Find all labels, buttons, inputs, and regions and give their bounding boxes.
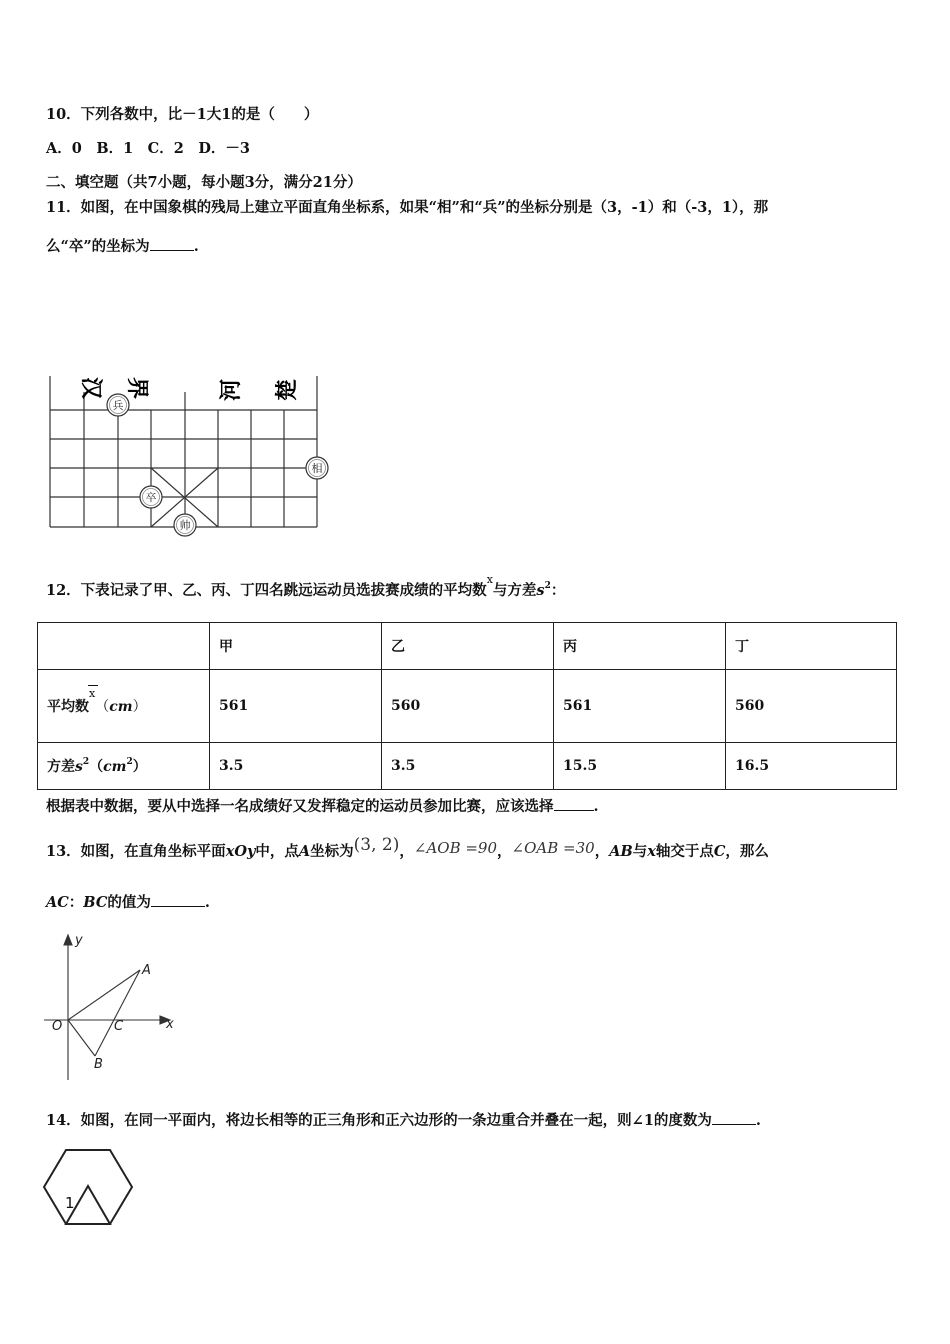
q12-text — [46, 573, 566, 600]
table-cell: 560 — [382, 670, 554, 743]
q14-text — [46, 1109, 761, 1130]
table-header: 乙 — [382, 623, 554, 670]
variance-unit-cm: cm — [103, 759, 127, 775]
q12-after — [46, 795, 599, 816]
s-sup: 2 — [544, 581, 551, 591]
q13-colon: ： — [68, 894, 84, 911]
angle-label-1: 1 — [65, 1194, 75, 1212]
q13-x: x — [647, 843, 656, 860]
x-bar-symbol: x — [486, 573, 493, 586]
q13-p3: 坐标为 — [310, 843, 354, 860]
mean-label: 平均数 — [47, 699, 89, 715]
scores-table — [37, 622, 897, 790]
q14-question: 14．如图，在同一平面内，将边长相等的正三角形和正六边形的一条边重合并叠在一起，则∠1的度数为 — [46, 1112, 712, 1129]
mean-unit — [95, 699, 146, 715]
cm-sup: 2 — [126, 757, 133, 767]
q10-question: 10．下列各数中，比－1大1的是（ ） — [46, 106, 319, 123]
piece-bing: 兵 — [112, 399, 124, 412]
label-o: O — [52, 1019, 63, 1034]
x-bar-symbol — [89, 687, 95, 700]
table-cell: 3.5 — [382, 743, 554, 790]
s-sup: 2 — [82, 757, 90, 767]
q13-line2-text: 的值为 — [107, 894, 151, 911]
board-label-jie: 界 — [124, 376, 149, 400]
table-cell: 15.5 — [554, 743, 726, 790]
row-label-variance — [38, 743, 210, 790]
q13-point-c: C — [713, 843, 726, 860]
variance-unit-close: ） — [132, 759, 147, 775]
board-label-chu: 楚 — [275, 378, 300, 402]
chess-board-figure — [40, 372, 340, 542]
label-x: x — [166, 1017, 174, 1032]
piece-shuai: 帅 — [179, 519, 191, 532]
q13-comma2: ， — [497, 843, 512, 860]
table-cell: 16.5 — [726, 743, 897, 790]
q13-angle1: ∠AOB =90 — [413, 839, 498, 857]
table-header: 丁 — [726, 623, 897, 670]
q13-p1: 13．如图，在直角坐标平面 — [46, 843, 226, 860]
table-cell: 3.5 — [210, 743, 382, 790]
table-cell-empty — [38, 623, 210, 670]
coordinate-figure — [40, 930, 190, 1085]
mean-unit-cm: cm — [109, 699, 133, 715]
q13-p7: ，那么 — [725, 843, 769, 860]
q13-ab: AB — [609, 843, 633, 860]
board-label-he: 河 — [219, 378, 244, 402]
s-symbol: s — [75, 759, 83, 775]
board-label-han: 汉 — [78, 376, 103, 400]
label-a: A — [142, 963, 151, 978]
q11-line2-prefix: 么“卒”的坐标为 — [46, 238, 150, 255]
q12-suffix: ： — [550, 582, 566, 599]
q10-options: A．0 B．1 C．2 D．－3 — [46, 140, 250, 157]
q11-line2 — [46, 235, 199, 256]
label-y: y — [75, 933, 83, 948]
section-heading: 二、填空题（共7小题，每小题3分，满分21分） — [46, 174, 362, 191]
q13-line1 — [46, 835, 769, 861]
q13-p6: 轴交于点 — [655, 843, 714, 860]
answer-blank — [150, 238, 194, 251]
q11-line1: 11．如图，在中国象棋的残局上建立平面直角坐标系，如果“相”和“兵”的坐标分别是（3，-1）和（-3，1），那 — [46, 199, 769, 216]
mean-unit-open: （ — [95, 699, 110, 715]
answer-blank — [554, 798, 594, 811]
q13-p2: 中，点 — [255, 843, 299, 860]
q12-middle: 与方差 — [492, 582, 537, 599]
table-row — [38, 670, 897, 743]
row-label-mean — [38, 670, 210, 743]
hexagon-figure — [40, 1146, 140, 1231]
label-b: B — [94, 1057, 103, 1072]
table-header: 丙 — [554, 623, 726, 670]
q13-p4: ， — [594, 843, 610, 860]
q13-bc: BC — [83, 894, 108, 911]
q13-line2 — [46, 891, 210, 912]
table-header-row — [38, 623, 897, 670]
q13-coord: (3, 2) — [353, 835, 400, 855]
q13-xoy: xOy — [225, 843, 256, 860]
q13-line2-suffix: . — [204, 894, 210, 911]
q13-angle2: ∠OAB =30 — [511, 839, 595, 857]
variance-label: 方差 — [47, 759, 75, 775]
q12-after-text: 根据表中数据，要从中选择一名成绩好又发挥稳定的运动员参加比赛，应该选择 — [46, 798, 554, 815]
label-c: C — [114, 1019, 124, 1034]
table-header: 甲 — [210, 623, 382, 670]
table-cell: 561 — [210, 670, 382, 743]
s-symbol: s — [536, 582, 545, 599]
mean-unit-close: ） — [132, 699, 147, 715]
piece-xiang: 相 — [311, 462, 323, 475]
q12-after-suffix: . — [593, 798, 599, 815]
q14-suffix: . — [755, 1112, 761, 1129]
variance-unit-open: （ — [89, 759, 104, 775]
q13-point-a: A — [298, 843, 311, 860]
q13-ac: AC — [46, 894, 69, 911]
answer-blank — [712, 1112, 756, 1125]
piece-zu: 卒 — [145, 491, 157, 504]
q13-p5: 与 — [632, 843, 648, 860]
answer-blank — [151, 894, 205, 907]
q12-prefix: 12．下表记录了甲、乙、丙、丁四名跳远运动员选拔赛成绩的平均数 — [46, 582, 487, 599]
x-bar-letter: x — [89, 687, 96, 700]
table-cell: 561 — [554, 670, 726, 743]
q13-comma1: ， — [399, 843, 414, 860]
table-row — [38, 743, 897, 790]
q11-line2-suffix: . — [193, 238, 199, 255]
table-cell: 560 — [726, 670, 897, 743]
